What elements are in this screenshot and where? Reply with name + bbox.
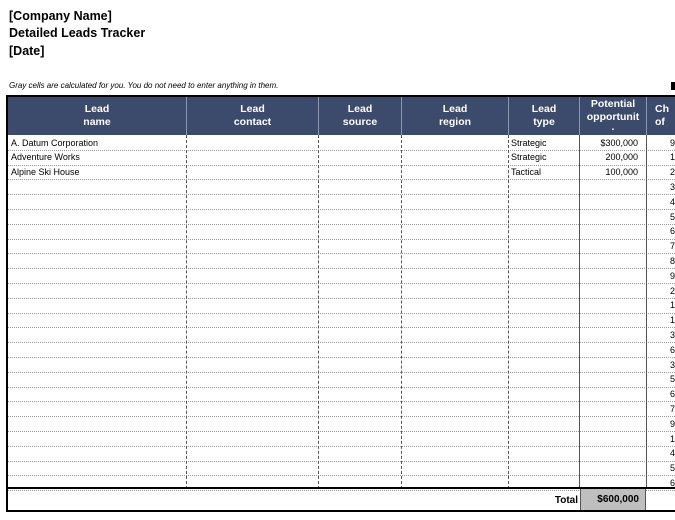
row-gridline xyxy=(8,357,675,358)
col-header-lead-type[interactable]: Lead type xyxy=(531,103,557,128)
row-gridline xyxy=(8,416,675,417)
lead-type-cell[interactable]: Tactical xyxy=(511,167,542,178)
col-header-chance[interactable]: Ch of xyxy=(655,103,669,128)
chance-cell: 9 xyxy=(670,137,675,148)
row-gridline xyxy=(8,342,675,343)
opportunity-cell[interactable]: 200,000 xyxy=(605,152,638,163)
company-name: [Company Name] xyxy=(9,9,112,23)
chance-cell: 6 xyxy=(670,477,675,488)
chance-cell: 3 xyxy=(670,329,675,340)
table-body xyxy=(8,135,675,488)
chance-cell: 8 xyxy=(670,255,675,266)
chance-cell: 6 xyxy=(670,389,675,400)
row-gridline xyxy=(8,446,675,447)
row-gridline xyxy=(8,268,675,269)
col-header-lead-region[interactable]: Lead region xyxy=(438,103,472,128)
row-gridline xyxy=(8,372,675,373)
col-header-lead-name[interactable]: Lead name xyxy=(83,103,111,128)
row-gridline xyxy=(8,209,675,210)
opportunity-cell[interactable]: $300,000 xyxy=(600,137,638,148)
chance-cell: 6 xyxy=(670,344,675,355)
chance-cell: 5 xyxy=(670,463,675,474)
chance-cell: 5 xyxy=(670,211,675,222)
row-gridline xyxy=(8,313,675,314)
chance-cell: 2 xyxy=(670,167,675,178)
lead-type-cell[interactable]: Strategic xyxy=(511,152,547,163)
chance-cell: 3 xyxy=(670,359,675,370)
row-gridline xyxy=(8,387,675,388)
chance-cell: 9 xyxy=(670,418,675,429)
row-gridline xyxy=(8,401,675,402)
chance-cell: 7 xyxy=(670,403,675,414)
chance-cell: 9 xyxy=(670,270,675,281)
lead-name-cell[interactable]: Alpine Ski House xyxy=(11,167,80,178)
leads-table xyxy=(6,95,675,512)
row-gridline xyxy=(8,283,675,284)
total-row xyxy=(8,487,675,510)
total-value: $600,000 xyxy=(580,489,646,510)
opportunity-cell[interactable]: 100,000 xyxy=(605,167,638,178)
row-gridline xyxy=(8,224,675,225)
lead-type-cell[interactable]: Strategic xyxy=(511,137,547,148)
column-divider xyxy=(186,135,187,489)
chance-cell: 1 xyxy=(670,315,675,326)
chance-cell: 7 xyxy=(670,241,675,252)
chance-cell: 4 xyxy=(670,196,675,207)
chance-cell: 5 xyxy=(670,374,675,385)
lead-name-cell[interactable]: A. Datum Corporation xyxy=(11,137,99,148)
chance-cell: 1 xyxy=(670,300,675,311)
column-divider xyxy=(401,135,402,489)
lead-name-cell[interactable]: Adventure Works xyxy=(11,152,80,163)
col-header-potential-opportunity[interactable]: Potential opportunit . xyxy=(586,98,640,133)
chance-cell: 6 xyxy=(670,226,675,237)
row-gridline xyxy=(8,475,675,476)
chance-cell: 1 xyxy=(670,433,675,444)
row-gridline xyxy=(8,298,675,299)
column-divider xyxy=(646,135,647,489)
row-gridline xyxy=(8,431,675,432)
chance-cell: 3 xyxy=(670,181,675,192)
row-gridline xyxy=(8,194,675,195)
gray-cells-note: Gray cells are calculated for you. You do not need to enter anything in them. xyxy=(9,81,279,90)
row-gridline xyxy=(8,461,675,462)
column-divider xyxy=(579,135,580,489)
column-divider xyxy=(318,135,319,489)
row-gridline xyxy=(8,179,675,180)
row-gridline xyxy=(8,327,675,328)
col-header-lead-contact[interactable]: Lead contact xyxy=(233,103,272,128)
row-gridline xyxy=(8,253,675,254)
total-label: Total xyxy=(554,495,578,506)
col-header-lead-source[interactable]: Lead source xyxy=(342,103,378,128)
sheet-title: Detailed Leads Tracker xyxy=(9,26,146,40)
table-header-row xyxy=(8,95,675,135)
edge-marker xyxy=(671,82,675,90)
row-gridline xyxy=(8,239,675,240)
chance-cell: 2 xyxy=(670,285,675,296)
chance-cell: 1 xyxy=(670,152,675,163)
column-divider xyxy=(508,135,509,489)
chance-cell: 4 xyxy=(670,448,675,459)
date-field: [Date] xyxy=(9,44,45,58)
